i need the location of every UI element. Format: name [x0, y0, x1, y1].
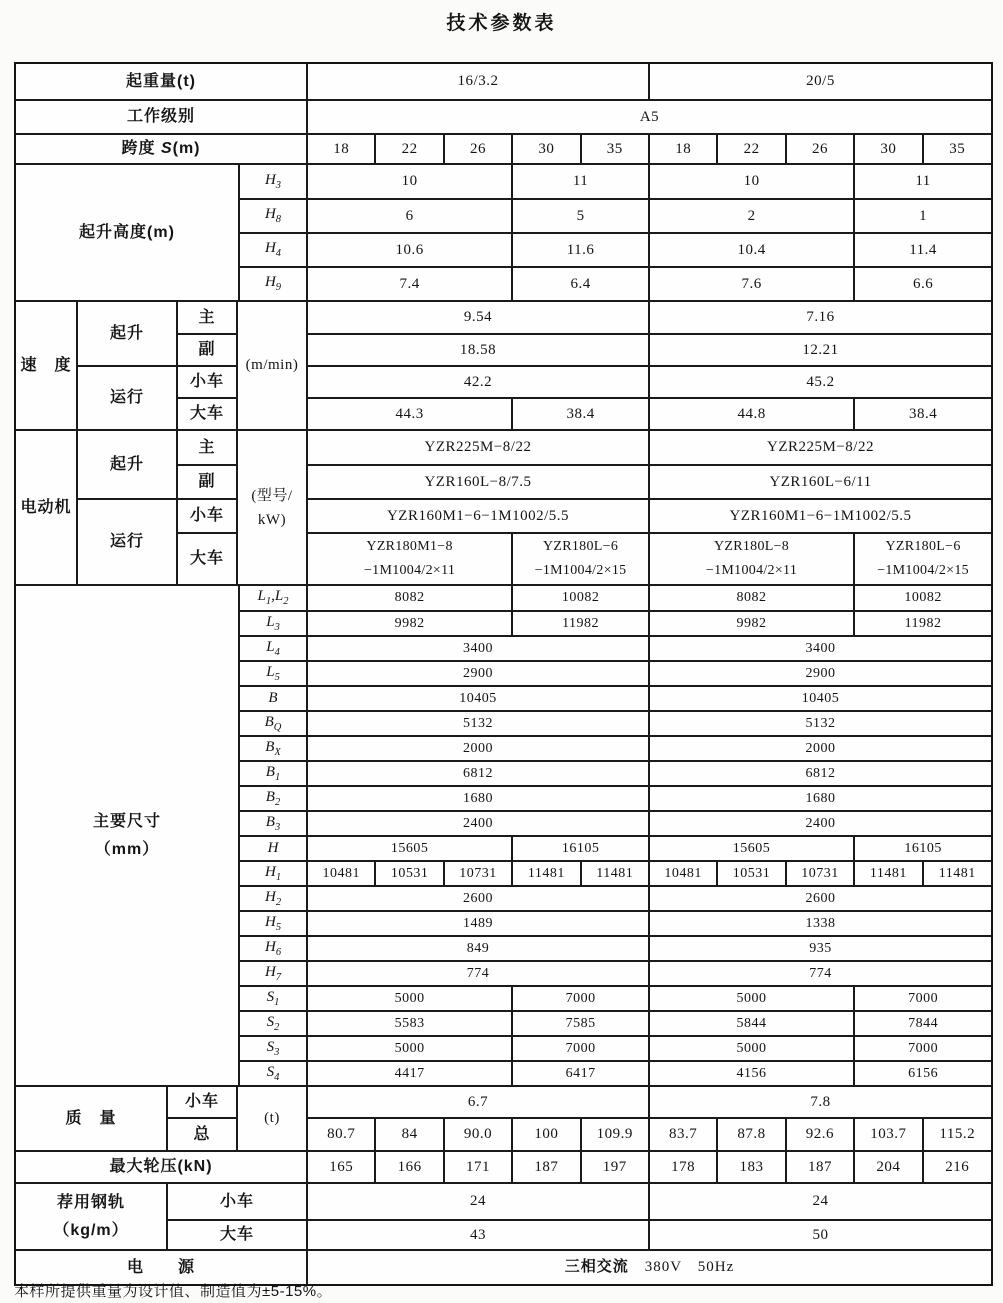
- dims-label: [16, 586, 239, 1086]
- dim-value: 3400: [649, 636, 991, 661]
- hoist-height-value: 7.4: [307, 267, 512, 301]
- dim-value: 2400: [649, 811, 991, 836]
- power-label: 电 源: [16, 1251, 307, 1284]
- dim-value: 4156: [649, 1061, 854, 1086]
- speed-unit: (m/min): [237, 302, 307, 430]
- dim-value: 16105: [512, 836, 649, 861]
- speed-value: 44.8: [649, 398, 854, 430]
- dim-value: 5000: [649, 1036, 854, 1061]
- motor-label: 电动机: [16, 431, 77, 585]
- motor-value: [649, 533, 854, 585]
- speed-value: 38.4: [854, 398, 991, 430]
- span-value: 26: [444, 134, 512, 164]
- motor-travel-label: 运行: [77, 499, 177, 585]
- motor-value-line: −1M1004/2×15: [534, 563, 627, 578]
- dim-value: 5583: [307, 1011, 512, 1036]
- motor-sub-label: 副: [177, 465, 237, 499]
- dim-value: 1680: [649, 786, 991, 811]
- total-mass-value: 80.7: [307, 1118, 375, 1151]
- motor-value: [307, 533, 512, 585]
- mass-label: 质 量: [16, 1087, 167, 1151]
- rail-value: 24: [307, 1184, 649, 1220]
- dim-value: 6417: [512, 1061, 649, 1086]
- dim-value: 2900: [307, 661, 649, 686]
- rail-label: [16, 1184, 167, 1250]
- param-cell: $B_1$: [239, 761, 307, 786]
- capacity-value: 16/3.2: [307, 64, 649, 100]
- dim-value: 2400: [307, 811, 649, 836]
- hoist-height-value: 2: [649, 199, 854, 233]
- dim-value: 2600: [649, 886, 991, 911]
- power-spec: 380V 50Hz: [644, 1259, 735, 1276]
- dim-value: 7000: [854, 986, 991, 1011]
- dim-value: 11481: [854, 861, 922, 886]
- motor-unit-line1: (型号/: [251, 487, 293, 504]
- speed-value: 9.54: [307, 302, 649, 334]
- param-cell: $H_2$: [239, 886, 307, 911]
- hoist-height-value: 10.6: [307, 233, 512, 267]
- dim-value: 10405: [307, 686, 649, 711]
- hoist-height-value: 10.4: [649, 233, 854, 267]
- param-cell: $H_3$: [239, 165, 307, 199]
- total-mass-value: 87.8: [717, 1118, 785, 1151]
- total-mass-value: 115.2: [923, 1118, 991, 1151]
- footnote: 本样所提供重量为设计值、制造值为±5-15%。: [14, 1283, 333, 1300]
- motor-value-line: −1M1004/2×15: [877, 563, 969, 578]
- span-value: 30: [854, 134, 922, 164]
- dim-value: 6812: [307, 761, 649, 786]
- param-cell: $H_4$: [239, 233, 307, 267]
- param-cell: $B_Q$: [239, 711, 307, 736]
- dim-value: 5000: [649, 986, 854, 1011]
- dim-value: 2000: [307, 736, 649, 761]
- speed-sub-label: 大车: [177, 398, 237, 430]
- dim-value: 7844: [854, 1011, 991, 1036]
- dim-value: 10731: [786, 861, 854, 886]
- dim-value: 11481: [581, 861, 649, 886]
- dim-value: 15605: [649, 836, 854, 861]
- wheel-load-value: 171: [444, 1152, 512, 1183]
- rail-label-line1: 荐用钢轨: [56, 1194, 125, 1212]
- dim-value: 5000: [307, 1036, 512, 1061]
- motor-value: YZR160L−8/7.5: [307, 465, 649, 499]
- motor-value-line: YZR180L−6: [542, 538, 619, 554]
- speed-travel-label: 运行: [77, 366, 177, 430]
- param-cell: $L_5$: [239, 661, 307, 686]
- motor-value: YZR160M1−6−1M1002/5.5: [307, 499, 649, 533]
- hoist-height-value: 11.4: [854, 233, 991, 267]
- total-mass-value: 84: [375, 1118, 443, 1151]
- motor-value: [512, 533, 649, 585]
- dim-value: 11481: [512, 861, 580, 886]
- rail-label-line2: （kg/m）: [53, 1221, 129, 1239]
- param-cell: $S_4$: [239, 1061, 307, 1086]
- span-value: 22: [717, 134, 785, 164]
- duty-class-value: A5: [307, 100, 991, 134]
- dim-value: 10481: [307, 861, 375, 886]
- param-cell: $H_7$: [239, 961, 307, 986]
- total-mass-value: 92.6: [786, 1118, 854, 1151]
- param-cell: $S_2$: [239, 1011, 307, 1036]
- speed-sub-label: 小车: [177, 366, 237, 398]
- trolley-mass-value: 6.7: [307, 1087, 649, 1118]
- span-value: 35: [581, 134, 649, 164]
- dim-value: 15605: [307, 836, 512, 861]
- span-value: 30: [512, 134, 580, 164]
- capacity-section: [16, 64, 991, 165]
- speed-value: 38.4: [512, 398, 649, 430]
- dim-value: 5844: [649, 1011, 854, 1036]
- span-value: 35: [923, 134, 991, 164]
- motor-value: YZR225M−8/22: [307, 431, 649, 465]
- dim-value: 10481: [649, 861, 717, 886]
- trolley-mass-value: 7.8: [649, 1087, 991, 1118]
- dim-value: 1338: [649, 911, 991, 936]
- dim-value: 6156: [854, 1061, 991, 1086]
- dims-label-line1: 主要尺寸: [93, 813, 162, 831]
- dim-value: 5000: [307, 986, 512, 1011]
- param-cell: $L_3$: [239, 611, 307, 636]
- hoist-height-value: 1: [854, 199, 991, 233]
- mass-sub-label: 小车: [167, 1087, 237, 1118]
- speed-value: 12.21: [649, 334, 991, 366]
- param-cell: $H_9$: [239, 267, 307, 301]
- param-cell: $H_5$: [239, 911, 307, 936]
- param-cell: B: [239, 686, 307, 711]
- dimensions-section: [16, 586, 991, 1087]
- speed-value: 42.2: [307, 366, 649, 398]
- param-cell: $B_3$: [239, 811, 307, 836]
- span-value: 26: [786, 134, 854, 164]
- motor-value: YZR225M−8/22: [649, 431, 991, 465]
- rail-value: 50: [649, 1220, 991, 1250]
- wheel-load-value: 197: [581, 1152, 649, 1183]
- hoist-height-value: 10: [307, 165, 512, 199]
- dim-value: 11982: [512, 611, 649, 636]
- dim-value: 8082: [649, 586, 854, 611]
- span-label: 跨度 S(m): [16, 134, 307, 164]
- speed-sub-label: 副: [177, 334, 237, 366]
- dim-value: 774: [307, 961, 649, 986]
- motor-sub-label: 主: [177, 431, 237, 465]
- speed-value: 7.16: [649, 302, 991, 334]
- dim-value: 10082: [854, 586, 991, 611]
- dim-value: 10082: [512, 586, 649, 611]
- param-cell: $H_1$: [239, 861, 307, 886]
- dim-value: 6812: [649, 761, 991, 786]
- wheel-load-value: 187: [512, 1152, 580, 1183]
- power-type: 三相交流: [564, 1258, 629, 1276]
- hoist-height-value: 5: [512, 199, 649, 233]
- dim-value: 8082: [307, 586, 512, 611]
- param-cell: $H_6$: [239, 936, 307, 961]
- dim-value: 849: [307, 936, 649, 961]
- rail-value: 24: [649, 1184, 991, 1220]
- dim-value: 1680: [307, 786, 649, 811]
- duty-class-label: 工作级别: [16, 100, 307, 134]
- dim-value: 7000: [854, 1036, 991, 1061]
- hoist-height-value: 6: [307, 199, 512, 233]
- motor-value-line: YZR180L−8: [713, 538, 790, 554]
- motor-value-line: YZR180L−6: [885, 538, 961, 554]
- hoist-height-value: 10: [649, 165, 854, 199]
- dim-value: 7000: [512, 1036, 649, 1061]
- dim-value: 11481: [923, 861, 991, 886]
- dim-value: 2000: [649, 736, 991, 761]
- speed-value: 45.2: [649, 366, 991, 398]
- total-mass-value: 103.7: [854, 1118, 922, 1151]
- dims-label-line2: （mm）: [94, 840, 160, 858]
- wheel-load-value: 204: [854, 1152, 922, 1183]
- dim-value: 10531: [717, 861, 785, 886]
- param-cell: $S_1$: [239, 986, 307, 1011]
- motor-unit-line2: kW): [257, 511, 287, 528]
- speed-section: [16, 302, 991, 431]
- rail-sub-label: 大车: [167, 1220, 307, 1250]
- dim-value: 10405: [649, 686, 991, 711]
- dim-value: 7585: [512, 1011, 649, 1036]
- dim-value: 5132: [649, 711, 991, 736]
- speed-value: 18.58: [307, 334, 649, 366]
- param-cell: $L_1,L_2$: [239, 586, 307, 611]
- rail-sub-label: 小车: [167, 1184, 307, 1220]
- motor-sub-label: 小车: [177, 499, 237, 533]
- param-cell: $L_4$: [239, 636, 307, 661]
- wheel-load-section: [16, 1152, 991, 1184]
- param-cell: H: [239, 836, 307, 861]
- hoist-height-value: 11.6: [512, 233, 649, 267]
- wheel-load-value: 216: [923, 1152, 991, 1183]
- total-mass-value: 83.7: [649, 1118, 717, 1151]
- speed-label: 速 度: [16, 302, 77, 430]
- page-title: 技术参数表: [446, 13, 557, 34]
- wheel-load-value: 166: [375, 1152, 443, 1183]
- dim-value: 9982: [649, 611, 854, 636]
- param-cell: $B_2$: [239, 786, 307, 811]
- speed-value: 44.3: [307, 398, 512, 430]
- dim-value: 11982: [854, 611, 991, 636]
- dim-value: 10731: [444, 861, 512, 886]
- dim-value: 774: [649, 961, 991, 986]
- dim-value: 7000: [512, 986, 649, 1011]
- span-value: 22: [375, 134, 443, 164]
- speed-sub-label: 主: [177, 302, 237, 334]
- motor-value-line: −1M1004/2×11: [363, 563, 456, 578]
- param-cell: $S_3$: [239, 1036, 307, 1061]
- span-value: 18: [307, 134, 375, 164]
- motor-hoist-label: 起升: [77, 431, 177, 499]
- mass-section: [16, 1087, 991, 1152]
- dim-value: 9982: [307, 611, 512, 636]
- mass-unit: (t): [237, 1087, 307, 1151]
- motor-unit: [237, 431, 307, 585]
- wheel-load-value: 183: [717, 1152, 785, 1183]
- hoist-height-value: 11: [512, 165, 649, 199]
- capacity-value: 20/5: [649, 64, 991, 100]
- param-cell: $H_8$: [239, 199, 307, 233]
- speed-hoist-label: 起升: [77, 302, 177, 366]
- dim-value: 10531: [375, 861, 443, 886]
- motor-sub-label: 大车: [177, 533, 237, 585]
- motor-section: [16, 431, 991, 586]
- wheel-load-value: 178: [649, 1152, 717, 1183]
- motor-value: [854, 533, 991, 585]
- hoist-height-value: 6.4: [512, 267, 649, 301]
- total-mass-value: 109.9: [581, 1118, 649, 1151]
- span-value: 18: [649, 134, 717, 164]
- hoist-height-section: [16, 165, 991, 302]
- spec-table: [14, 62, 993, 1286]
- rail-section: [16, 1184, 991, 1251]
- motor-value-line: YZR180M1−8: [366, 538, 453, 554]
- hoist-height-value: 11: [854, 165, 991, 199]
- dim-value: 16105: [854, 836, 991, 861]
- power-value: [307, 1251, 991, 1284]
- dim-value: 2900: [649, 661, 991, 686]
- wheel-load-value: 187: [786, 1152, 854, 1183]
- motor-value: YZR160M1−6−1M1002/5.5: [649, 499, 991, 533]
- dim-value: 935: [649, 936, 991, 961]
- hoist-height-value: 6.6: [854, 267, 991, 301]
- capacity-label: 起重量(t): [16, 64, 307, 100]
- dim-value: 5132: [307, 711, 649, 736]
- total-mass-value: 100: [512, 1118, 580, 1151]
- param-cell: $B_X$: [239, 736, 307, 761]
- wheel-load-label: 最大轮压(kN): [16, 1152, 307, 1183]
- rail-value: 43: [307, 1220, 649, 1250]
- hoist-height-label: 起升高度(m): [16, 165, 239, 301]
- dim-value: 2600: [307, 886, 649, 911]
- dim-value: 1489: [307, 911, 649, 936]
- motor-value: YZR160L−6/11: [649, 465, 991, 499]
- dim-value: 3400: [307, 636, 649, 661]
- wheel-load-value: 165: [307, 1152, 375, 1183]
- total-mass-value: 90.0: [444, 1118, 512, 1151]
- mass-sub-label: 总: [167, 1118, 237, 1151]
- dim-value: 4417: [307, 1061, 512, 1086]
- motor-value-line: −1M1004/2×11: [705, 563, 798, 578]
- hoist-height-value: 7.6: [649, 267, 854, 301]
